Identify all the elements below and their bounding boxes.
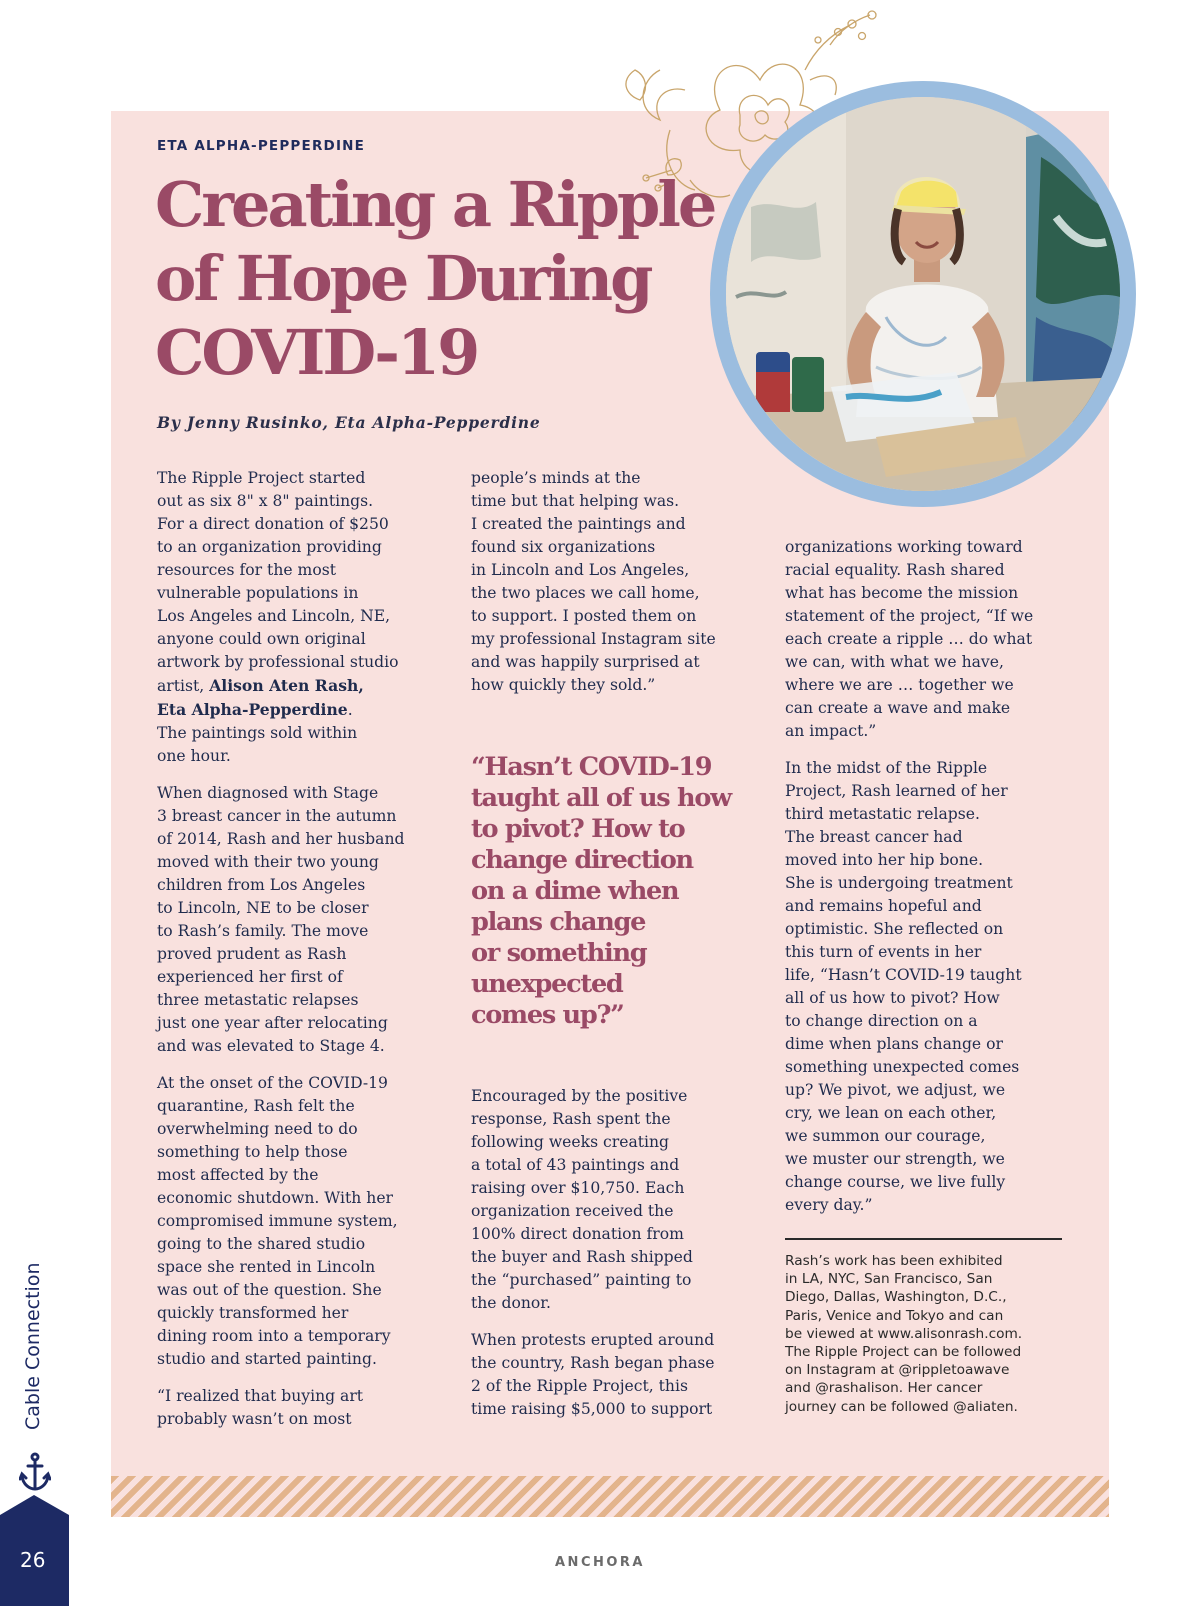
anchor-icon (19, 1452, 51, 1492)
artist-chapter: Eta Alpha-Pepperdine (157, 700, 348, 719)
chapter-kicker: ETA ALPHA-PEPPERDINE (157, 138, 366, 154)
decorative-stripe-band (111, 1476, 1109, 1517)
article-title (155, 168, 715, 390)
paragraph: When protests erupted around the country, Rash began phase 2 of the Ripple Project, this time raising $5,000 to support (471, 1331, 715, 1418)
paragraph: When diagnosed with Stage 3 breast cancer in the autumn of 2014, Rash and her husband moved with their two young children from Los Angeles to Lincoln, NE to be closer to Rash’s family. The move proved prudent as Rash experienced her first of three metastatic relapses just one year after relocating and was elevated to Stage 4. (157, 784, 405, 1055)
tab-notch (0, 1495, 69, 1515)
pull-quote: “Hasn’t COVID-19 taught all of us how to pivot? How to change direction on a dime when plans change or something unexpected comes up?” (471, 752, 731, 1030)
section-label: Cable Connection (22, 1262, 44, 1430)
artist-photo-frame (710, 81, 1136, 507)
artist-info-note: Rash’s work has been exhibited in LA, NYC, San Francisco, San Diego, Dallas, Washington, D.C., Paris, Venice and Tokyo and can be viewed at www.alisonrash.com. The Ripple Project can be followed on Instagram at @rippletoawave and @rashalison. Her cancer journey can be followed @aliaten. (785, 1253, 1023, 1415)
article-column-2-continued (471, 1085, 761, 1435)
title-line: of Hope During (155, 242, 651, 315)
paragraph: The Ripple Project started out as six 8" x 8" paintings. For a direct donation of $250 to an organization providing resources for the most vulnerable populations in Los Angeles and Lincoln, NE, anyone could own original artwork by professional studio artist, Alison Aten Rash, Eta Alpha-Pepperdine. The paintings sold within one hour. (157, 469, 399, 765)
article-column-2 (471, 467, 761, 711)
paragraph: people’s minds at the time but that helping was. I created the paintings and found six organizations in Lincoln and Los Angeles, the two places we call home, to support. I posted them on my professional Instagram site and was happily surprised at how quickly they sold.” (471, 469, 716, 694)
paragraph: organizations working toward racial equality. Rash shared what has become the mission statement of the project, “If we each create a ripple … do what we can, with what we have, where we are … together we can create a wave and make an impact.” (785, 538, 1034, 740)
byline: By Jenny Rusinko, Eta Alpha-Pepperdine (157, 413, 541, 432)
article-column-1 (157, 467, 447, 1445)
artist-photo (726, 97, 1120, 491)
paragraph: “I realized that buying art probably wasn’t on most (157, 1387, 364, 1428)
page-number: 26 (20, 1548, 46, 1572)
title-line: COVID-19 (155, 316, 478, 389)
footer-publication-name: ANCHORA (555, 1555, 645, 1570)
title-line: Creating a Ripple (155, 168, 715, 241)
artist-name: Alison Aten Rash, (209, 676, 364, 695)
paragraph: At the onset of the COVID-19 quarantine, Rash felt the overwhelming need to do something to help those most affected by the economic shutdown. With her compromised immune system, going to the shared studio space she rented in Lincoln was out of the question. She quickly transformed her dining room into a temporary studio and started painting. (157, 1074, 398, 1368)
paragraph: In the midst of the Ripple Project, Rash learned of her third metastatic relapse. The breast cancer had moved into her hip bone. She is undergoing treatment and remains hopeful and optimistic. She reflected on this turn of events in her life, “Hasn’t COVID-19 taught all of us how to pivot? How to change direction on a dime when plans change or something unexpected comes up? We pivot, we adjust, we cry, we lean on each other, we summon our courage, we muster our strength, we change course, we live fully every day.” (785, 759, 1022, 1214)
paragraph: Encouraged by the positive response, Rash spent the following weeks creating a total of 43 paintings and raising over $10,750. Each organization received the 100% direct donation from the buyer and Rash shipped the “purchased” painting to the donor. (471, 1087, 693, 1312)
divider (785, 1238, 1062, 1240)
article-column-3 (785, 536, 1090, 1231)
